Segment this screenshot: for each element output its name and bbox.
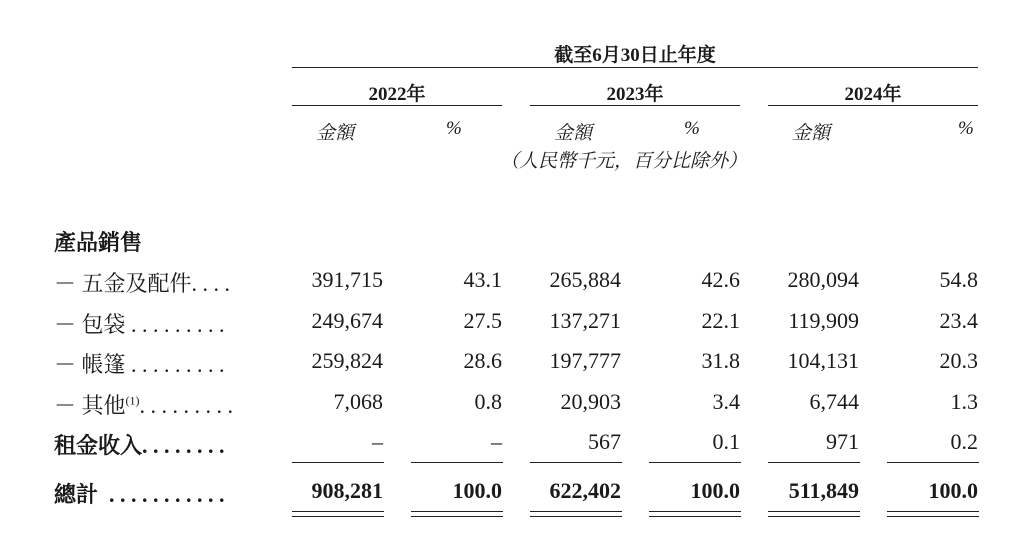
- percent-label-2023: %: [684, 118, 700, 139]
- row-label-text: － 帳篷: [54, 352, 126, 377]
- total-double-rule: [411, 511, 503, 512]
- total-percent: 100.0: [452, 478, 502, 503]
- cell-percent: 42.6: [701, 267, 740, 292]
- leader-dots: . . . . . . . . . . .: [109, 482, 225, 507]
- total-double-rule: [649, 511, 741, 512]
- total-percent: 100.0: [928, 478, 978, 503]
- percent-label-2022: %: [446, 118, 462, 139]
- total-amount: 622,402: [549, 478, 621, 503]
- cell-percent: 54.8: [939, 267, 978, 292]
- cell-amount: 391,715: [311, 267, 383, 292]
- leader-dots: . . . .: [191, 271, 231, 296]
- cell-amount: 197,777: [549, 348, 621, 373]
- year-underline-2024: [768, 105, 978, 106]
- total-double-rule: [887, 511, 979, 512]
- cell-amount: 567: [588, 429, 621, 454]
- amount-label-2023: 金額: [554, 123, 593, 144]
- subtotal-rule: [530, 462, 622, 463]
- subtotal-rule: [411, 462, 503, 463]
- total-amount: 908,281: [311, 478, 383, 503]
- cell-percent: 43.1: [463, 267, 502, 292]
- total-amount: 511,849: [788, 478, 859, 503]
- cell-amount: 249,674: [311, 308, 383, 333]
- row-label: [54, 389, 233, 420]
- total-double-rule: [768, 511, 860, 512]
- cell-amount: 280,094: [787, 267, 859, 292]
- cell-percent: 3.4: [712, 389, 740, 414]
- cell-amount: 104,131: [787, 348, 859, 373]
- subtotal-rule: [649, 462, 741, 463]
- cell-percent: 22.1: [701, 308, 740, 333]
- row-label: [54, 348, 225, 379]
- total-double-rule: [411, 516, 503, 517]
- cell-percent: 27.5: [463, 308, 502, 333]
- leader-dots: . . . . . . . . .: [139, 393, 234, 418]
- amount-label-2022: 金額: [316, 123, 355, 144]
- cell-percent: 0.8: [474, 389, 502, 414]
- total-percent: 100.0: [690, 478, 740, 503]
- cell-percent: 23.4: [939, 308, 978, 333]
- cell-amount: 20,903: [560, 389, 621, 414]
- cell-percent: 31.8: [701, 348, 740, 373]
- total-label: [54, 478, 225, 509]
- total-double-rule: [649, 516, 741, 517]
- row-label: [54, 308, 225, 339]
- row-label-text: 租金收入: [54, 433, 143, 458]
- row-label-text: － 其他: [54, 393, 126, 418]
- cell-percent: 1.3: [950, 389, 978, 414]
- cell-amount: 6,744: [809, 389, 859, 414]
- cell-percent: 28.6: [463, 348, 502, 373]
- year-2022: 2022年: [368, 84, 426, 105]
- total-double-rule: [530, 511, 622, 512]
- cell-amount: 259,824: [311, 348, 383, 373]
- leader-dots: . . . . . . . . .: [131, 352, 225, 377]
- cell-amount: 7,068: [333, 389, 383, 414]
- unit-note: （人民幣千元，百分比除外）: [500, 151, 748, 172]
- cell-amount: 971: [826, 429, 859, 454]
- cell-amount: 119,909: [788, 308, 859, 333]
- total-double-rule: [530, 516, 622, 517]
- year-2023: 2023年: [606, 84, 664, 105]
- total-double-rule: [768, 516, 860, 517]
- cell-amount: –: [372, 429, 383, 454]
- period-title: 截至6月30日止年度: [554, 45, 716, 66]
- year-underline-2022: [292, 105, 502, 106]
- amount-label-2024: 金額: [792, 123, 831, 144]
- subtotal-rule: [768, 462, 860, 463]
- period-underline: [292, 67, 978, 68]
- cell-percent: –: [491, 429, 502, 454]
- total-label-text: 總計: [54, 482, 99, 507]
- subtotal-rule: [887, 462, 979, 463]
- row-label: [54, 267, 230, 298]
- row-label-text: － 五金及配件: [54, 271, 192, 296]
- total-double-rule: [292, 511, 384, 512]
- section-label: 產品銷售: [54, 230, 143, 255]
- year-underline-2023: [530, 105, 740, 106]
- cell-percent: 0.1: [712, 429, 740, 454]
- cell-amount: 265,884: [549, 267, 621, 292]
- cell-percent: 20.3: [939, 348, 978, 373]
- cell-percent: 0.2: [950, 429, 978, 454]
- subtotal-rule: [292, 462, 384, 463]
- leader-dots: . . . . . . . .: [142, 433, 225, 458]
- leader-dots: . . . . . . . . .: [131, 312, 225, 337]
- total-double-rule: [292, 516, 384, 517]
- percent-label-2024: %: [958, 118, 974, 139]
- row-label-text: － 包袋: [54, 312, 126, 337]
- row-label: [54, 429, 225, 460]
- total-double-rule: [887, 516, 979, 517]
- footnote-marker: (1): [125, 393, 140, 408]
- year-2024: 2024年: [844, 84, 902, 105]
- cell-amount: 137,271: [549, 308, 621, 333]
